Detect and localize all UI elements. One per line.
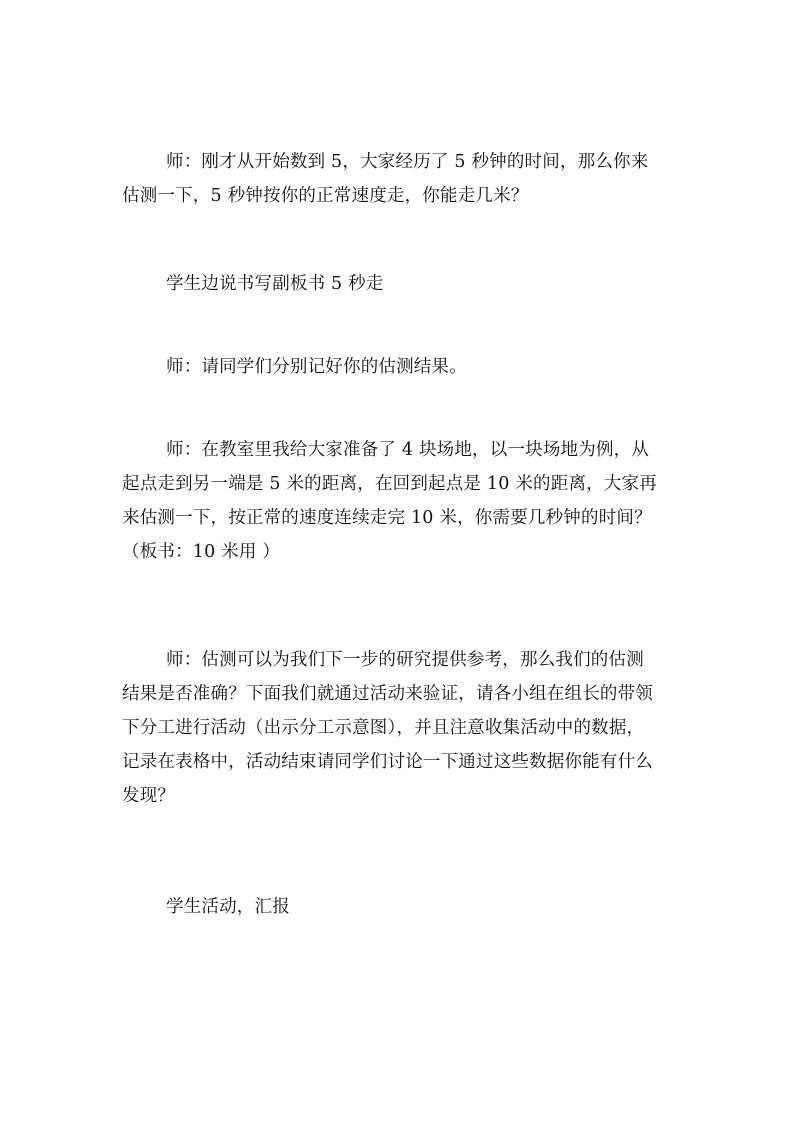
text-line: 师：估测可以为我们下一步的研究提供参考，那么我们的估测 (166, 650, 644, 670)
text-line: 学生活动，汇报 (166, 897, 290, 917)
text-line: 师：请同学们分别记好你的估测结果。 (166, 357, 467, 377)
paragraph-student-activity-report (122, 890, 682, 924)
text-line: 师：在教室里我给大家准备了 4 块场地，以一块场地为例，从 (166, 440, 650, 460)
text-line: 记录在表格中，活动结束请同学们讨论一下通过这些数据你能有什么 (122, 752, 653, 772)
text-line: 结果是否准确？下面我们就通过活动来验证，请各小组在组长的带领 (122, 684, 653, 704)
paragraph-teacher-ten-meters (122, 433, 682, 569)
text-line: 发现？ (122, 786, 176, 806)
paragraph-teacher-activity-instructions (122, 643, 682, 813)
text-line: 来估测一下，按正常的速度连续走完 10 米，你需要几秒钟的时间？ (122, 508, 652, 528)
text-line: 学生边说书写副板书 5 秒走 (166, 274, 384, 294)
paragraph-student-board-note (122, 267, 682, 301)
text-line: 起点走到另一端是 5 米的距离，在回到起点是 10 米的距离，大家再 (122, 474, 657, 494)
text-line: 下分工进行活动（出示分工示意图），并且注意收集活动中的数据， (122, 718, 645, 738)
text-line: 师：刚才从开始数到 5，大家经历了 5 秒钟的时间，那么你来 (166, 152, 649, 172)
paragraph-teacher-record-results (122, 350, 682, 384)
text-line: （板书：10 米用 ） (122, 542, 281, 562)
text-line: 估测一下，5 秒钟按你的正常速度走，你能走几米？ (122, 186, 529, 206)
paragraph-teacher-five-seconds (122, 145, 682, 213)
